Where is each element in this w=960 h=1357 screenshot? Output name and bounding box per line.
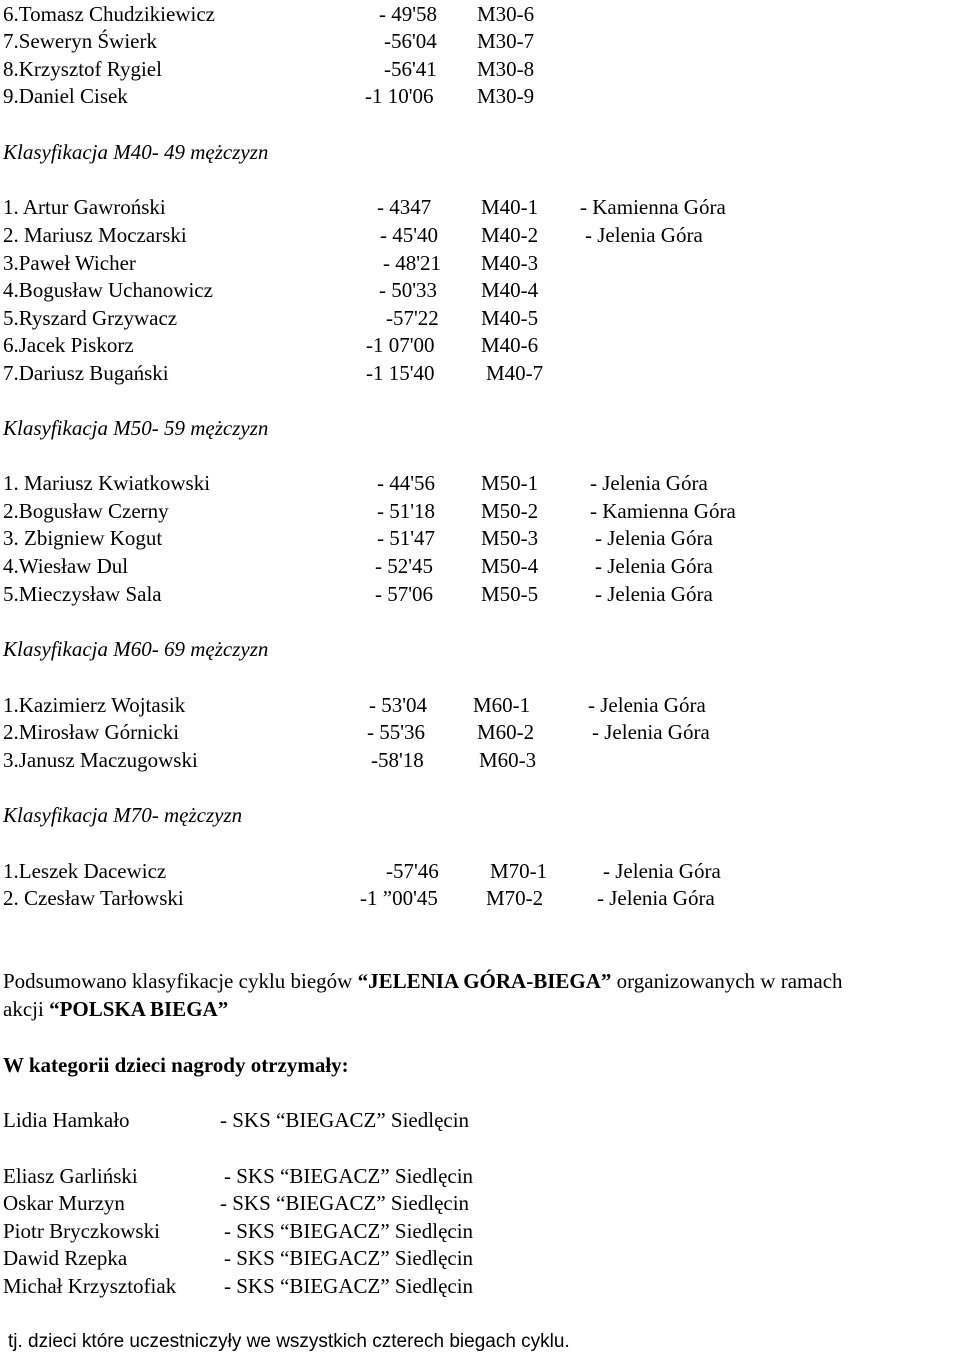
result-row <box>0 193 960 221</box>
race-time: - 55'36 <box>367 720 426 744</box>
club-name: - Jelenia Góra <box>603 859 721 883</box>
category-rank: M30-9 <box>477 84 535 108</box>
child-row <box>0 1106 960 1134</box>
child-name: Michał Krzysztofiak <box>3 1274 177 1298</box>
category-rank: M60-2 <box>477 720 535 744</box>
category-rank: M40-4 <box>481 278 539 302</box>
category-rank: M70-1 <box>490 859 548 883</box>
athlete-name: 1. Artur Gawroński <box>3 195 166 219</box>
category-rank: M50-2 <box>481 499 539 523</box>
club-name: - Kamienna Góra <box>580 195 726 219</box>
athlete-name: 4.Bogusław Uchanowicz <box>3 278 213 302</box>
child-club: - SKS “BIEGACZ” Siedlęcin <box>224 1274 474 1298</box>
summary-line-2 <box>3 995 228 1023</box>
race-time: - 49'58 <box>379 2 438 26</box>
child-row <box>0 1272 960 1300</box>
race-time: - 45'40 <box>380 223 439 247</box>
result-row <box>0 691 960 719</box>
result-row <box>0 27 960 55</box>
athlete-name: 3. Zbigniew Kogut <box>3 526 163 550</box>
result-row <box>0 249 960 277</box>
child-name: Dawid Rzepka <box>3 1246 128 1270</box>
child-club: - SKS “BIEGACZ” Siedlęcin <box>224 1164 474 1188</box>
section-heading-m50: Klasyfikacja M50- 59 mężczyzn <box>3 416 269 440</box>
category-rank: M40-3 <box>481 251 539 275</box>
athlete-name: 5.Mieczysław Sala <box>3 582 162 606</box>
result-row <box>0 276 960 304</box>
result-row <box>0 359 960 387</box>
child-name: Eliasz Garliński <box>3 1164 138 1188</box>
race-time: - 53'04 <box>369 693 428 717</box>
category-rank: M70-2 <box>486 886 544 910</box>
category-rank: M30-7 <box>477 29 535 53</box>
result-row <box>0 221 960 249</box>
child-name: Oskar Murzyn <box>3 1191 125 1215</box>
section-heading-m40: Klasyfikacja M40- 49 mężczyzn <box>3 140 269 164</box>
result-row <box>0 580 960 608</box>
category-rank: M40-5 <box>481 306 539 330</box>
summary-text: Podsumowano klasyfikacje cyklu biegów <box>3 969 358 993</box>
race-time: -1 10'06 <box>365 84 434 108</box>
club-name: - Jelenia Góra <box>585 223 703 247</box>
section-heading-m60: Klasyfikacja M60- 69 mężczyzn <box>3 637 269 661</box>
category-rank: M60-3 <box>479 748 537 772</box>
result-row <box>0 746 960 774</box>
result-row <box>0 552 960 580</box>
race-time: - 48'21 <box>383 251 442 275</box>
athlete-name: 1.Leszek Dacewicz <box>3 859 167 883</box>
athlete-name: 8.Krzysztof Rygiel <box>3 57 162 81</box>
category-rank: M40-2 <box>481 223 539 247</box>
summary-line-1 <box>3 967 843 995</box>
child-club: - SKS “BIEGACZ” Siedlęcin <box>220 1191 470 1215</box>
race-time: -57'22 <box>386 306 439 330</box>
series-name: “JELENIA GÓRA-BIEGA” <box>357 969 612 993</box>
athlete-name: 9.Daniel Cisek <box>3 84 128 108</box>
race-time: -1 ”00'45 <box>360 886 438 910</box>
club-name: - Jelenia Góra <box>592 720 710 744</box>
athlete-name: 1.Kazimierz Wojtasik <box>3 693 186 717</box>
child-club: - SKS “BIEGACZ” Siedlęcin <box>220 1108 470 1132</box>
athlete-name: 7.Seweryn Świerk <box>3 29 157 53</box>
category-rank: M30-6 <box>477 2 535 26</box>
athlete-name: 7.Dariusz Bugański <box>3 361 169 385</box>
race-time: -57'46 <box>386 859 439 883</box>
result-row <box>0 857 960 885</box>
athlete-name: 2. Mariusz Moczarski <box>3 223 187 247</box>
race-time: -58'18 <box>371 748 424 772</box>
child-name: Lidia Hamkało <box>3 1108 130 1132</box>
child-name: Piotr Bryczkowski <box>3 1219 160 1243</box>
race-time: -56'41 <box>384 57 437 81</box>
result-row <box>0 331 960 359</box>
child-row <box>0 1162 960 1190</box>
race-time: - 51'47 <box>377 526 436 550</box>
child-row <box>0 1189 960 1217</box>
category-rank: M30-8 <box>477 57 535 81</box>
race-time: -1 07'00 <box>366 333 435 357</box>
category-rank: M50-4 <box>481 554 539 578</box>
athlete-name: 3.Paweł Wicher <box>3 251 136 275</box>
race-time: - 52'45 <box>375 554 434 578</box>
club-name: - Jelenia Góra <box>595 582 713 606</box>
race-time: - 50'33 <box>379 278 438 302</box>
result-row <box>0 469 960 497</box>
result-row <box>0 884 960 912</box>
club-name: - Jelenia Góra <box>595 526 713 550</box>
child-row <box>0 1244 960 1272</box>
children-heading: W kategorii dzieci nagrody otrzymały: <box>3 1053 349 1077</box>
result-row <box>0 304 960 332</box>
category-rank: M40-7 <box>486 361 544 385</box>
club-name: - Jelenia Góra <box>588 693 706 717</box>
race-time: -56'04 <box>384 29 437 53</box>
athlete-name: 4.Wiesław Dul <box>3 554 129 578</box>
athlete-name: 1. Mariusz Kwiatkowski <box>3 471 211 495</box>
category-rank: M50-1 <box>481 471 539 495</box>
category-rank: M40-1 <box>481 195 539 219</box>
result-row <box>0 0 960 28</box>
child-row <box>0 1217 960 1245</box>
result-row <box>0 497 960 525</box>
summary-text: akcji <box>3 997 50 1021</box>
category-rank: M50-3 <box>481 526 539 550</box>
category-rank: M60-1 <box>473 693 531 717</box>
race-time: - 4347 <box>377 195 432 219</box>
club-name: - Jelenia Góra <box>595 554 713 578</box>
athlete-name: 6.Tomasz Chudzikiewicz <box>3 2 215 26</box>
category-rank: M50-5 <box>481 582 539 606</box>
athlete-name: 6.Jacek Piskorz <box>3 333 134 357</box>
athlete-name: 3.Janusz Maczugowski <box>3 748 198 772</box>
campaign-name: “POLSKA BIEGA” <box>49 997 229 1021</box>
section-heading-m70: Klasyfikacja M70- mężczyzn <box>3 803 243 827</box>
club-name: - Jelenia Góra <box>590 471 708 495</box>
result-row <box>0 524 960 552</box>
summary-text: organizowanych w ramach <box>616 969 843 993</box>
category-rank: M40-6 <box>481 333 539 357</box>
athlete-name: 2.Mirosław Górnicki <box>3 720 180 744</box>
club-name: - Jelenia Góra <box>597 886 715 910</box>
race-time: - 44'56 <box>377 471 436 495</box>
result-row <box>0 82 960 110</box>
child-club: - SKS “BIEGACZ” Siedlęcin <box>224 1246 474 1270</box>
athlete-name: 2.Bogusław Czerny <box>3 499 169 523</box>
athlete-name: 2. Czesław Tarłowski <box>3 886 184 910</box>
race-time: - 51'18 <box>377 499 436 523</box>
club-name: - Kamienna Góra <box>590 499 736 523</box>
footnote: tj. dzieci które uczestniczyły we wszystkich czterech biegach cyklu. <box>8 1331 570 1352</box>
athlete-name: 5.Ryszard Grzywacz <box>3 306 178 330</box>
result-row <box>0 718 960 746</box>
race-time: - 57'06 <box>375 582 434 606</box>
child-club: - SKS “BIEGACZ” Siedlęcin <box>224 1219 474 1243</box>
result-row <box>0 55 960 83</box>
race-time: -1 15'40 <box>366 361 435 385</box>
